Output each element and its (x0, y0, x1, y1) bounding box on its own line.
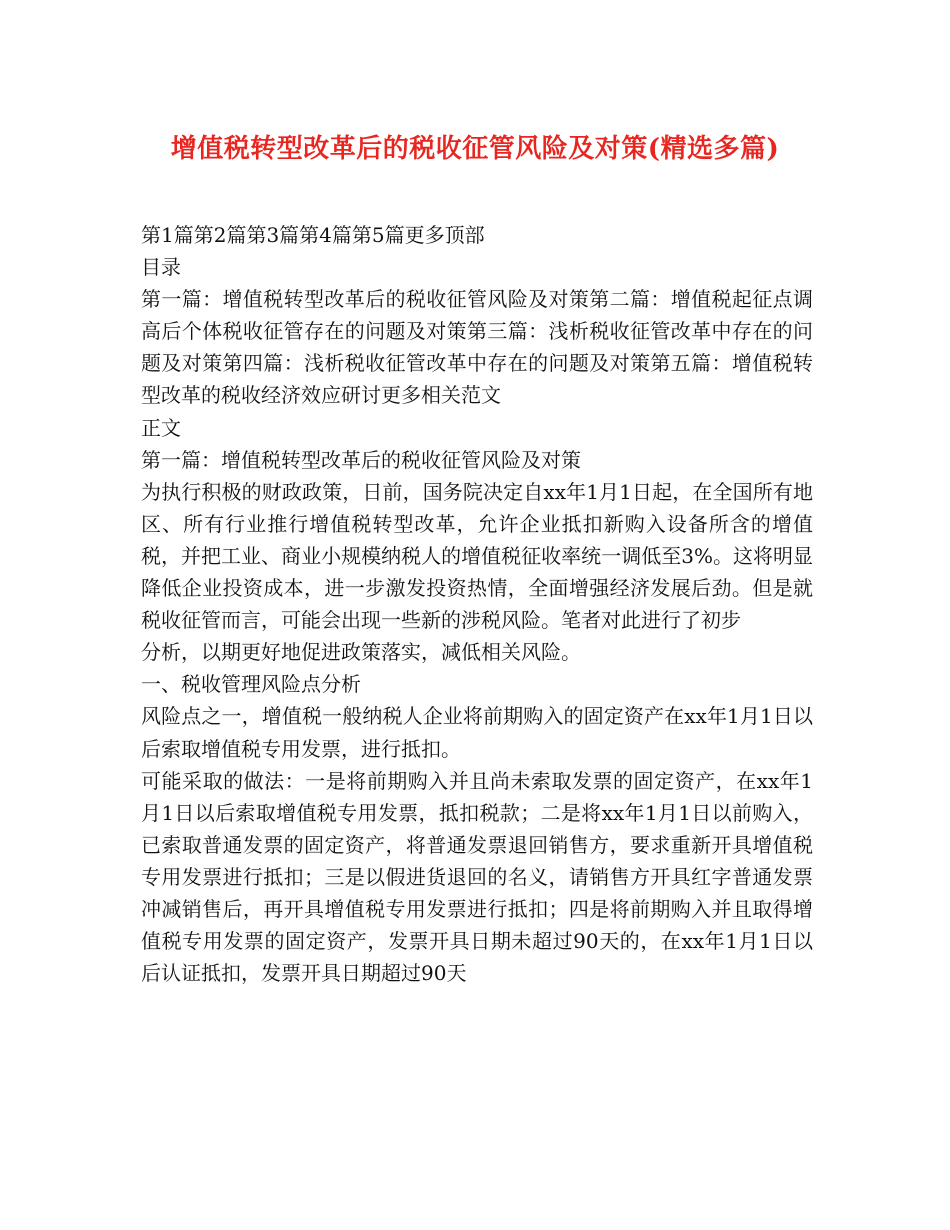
body-heading: 正文 (141, 415, 181, 440)
section-title: 第一篇：增值税转型改革后的税收征管风险及对策 (141, 447, 581, 472)
document-body (141, 219, 813, 989)
document-title: 增值税转型改革后的税收征管风险及对策(精选多篇) (170, 134, 780, 164)
paragraph: 分析，以期更好地促进政策落实，减低相关风险。 (141, 640, 581, 665)
toc-text: 第一篇：增值税转型改革后的税收征管风险及对策第二篇：增值税起征点调高后个体税收征管存在的问题及对策第三篇：浅析税收征管改革中存在的问题及对策第四篇：浅析税收征管改革中存在的问题及对策第五篇：增值税转型改革的税收经济效应研讨更多相关范文 (141, 287, 813, 408)
paragraph: 可能采取的做法：一是将前期购入并且尚未索取发票的固定资产，在xx年1月1日以后索取增值税专用发票，抵扣税款；二是将xx年1月1日以前购入，已索取普通发票的固定资产，将普通发票退回销售方，要求重新开具增值税专用发票进行抵扣；三是以假进货退回的名义，请销售方开具红字普通发票冲减销售后，再开具增值税专用发票进行抵扣；四是将前期购入并且取得增值税专用发票的固定资产，发票开具日期未超过90天的，在xx年1月1日以后认证抵扣，发票开具日期超过90天 (141, 768, 813, 986)
paragraph: 风险点之一，增值税一般纳税人企业将前期购入的固定资产在xx年1月1日以后索取增值税专用发票，进行抵扣。 (141, 704, 813, 761)
nav-links[interactable]: 第1篇第2篇第3篇第4篇第5篇更多顶部 (141, 223, 485, 247)
section-heading: 一、税收管理风险点分析 (141, 672, 361, 697)
toc-heading: 目录 (141, 255, 181, 280)
paragraph: 为执行积极的财政政策，日前，国务院决定自xx年1月1日起，在全国所有地区、所有行业推行增值税转型改革，允许企业抵扣新购入设备所含的增值税，并把工业、商业小规模纳税人的增值税征收率统一调低至3%。这将明显降低企业投资成本，进一步激发投资热情，全面增强经济发展后劲。但是就税收征管而言，可能会出现一些新的涉税风险。笔者对此进行了初步 (141, 479, 813, 633)
